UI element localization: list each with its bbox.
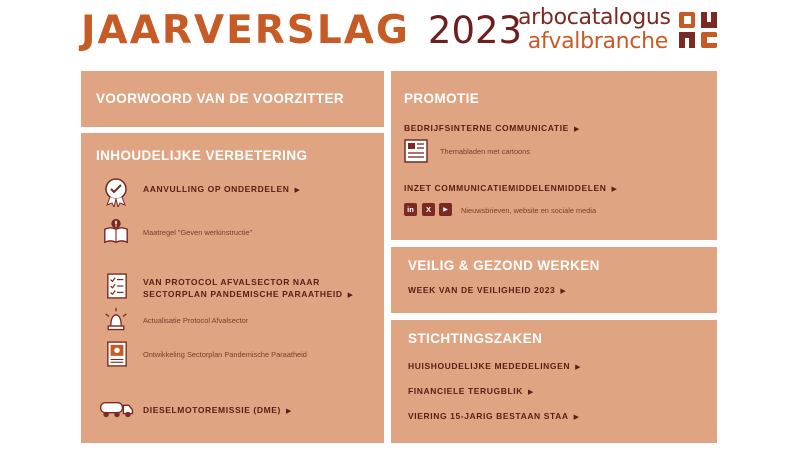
sub-actualisatie: Actualisatie Protocol Afvalsector	[143, 316, 249, 325]
chevron-right-icon: ▶	[347, 292, 354, 299]
title-main: JAARVERSLAG	[81, 8, 410, 53]
chevron-right-icon: ▶	[560, 288, 567, 295]
book-alert-icon	[101, 218, 131, 246]
title-year: 2023	[427, 9, 523, 52]
link-aanvulling[interactable]: AANVULLING OP ONDERDELEN ▶	[143, 184, 301, 194]
link-protocol-sectorplan[interactable]: VAN PROTOCOL AFVALSECTOR NAAR SECTORPLAN PANDEMISCHE PARAATHEID ▶	[143, 277, 354, 299]
panel-inhoudelijke-verbetering	[81, 133, 384, 443]
sub-nieuwsbrieven: Nieuwsbrieven, website en sociale media	[461, 206, 597, 215]
voorwoord-title[interactable]: VOORWOORD VAN DE VOORZITTER	[96, 91, 345, 106]
report-title	[81, 8, 522, 56]
x-twitter-icon[interactable]: X	[422, 203, 435, 216]
panel-stichtingszaken	[391, 320, 717, 443]
promotie-title: PROMOTIE	[404, 91, 480, 106]
inhoudelijk-title: INHOUDELIJKE VERBETERING	[96, 148, 308, 163]
linkedin-icon[interactable]: in	[404, 203, 417, 216]
tanker-truck-icon	[98, 399, 136, 419]
brand-logo-icon	[677, 10, 721, 50]
chevron-right-icon: ▶	[285, 408, 292, 415]
chevron-right-icon: ▶	[611, 186, 618, 193]
brand-line2: afvalbranche	[527, 29, 668, 54]
brand-name	[518, 5, 671, 54]
panel-promotie	[391, 71, 717, 240]
link-bedrijfsinterne-communicatie[interactable]: BEDRIJFSINTERNE COMMUNICATIE ▶	[404, 123, 580, 133]
chevron-right-icon: ▶	[294, 187, 301, 194]
award-badge-icon	[101, 177, 131, 207]
sub-maatregel: Maatregel "Geven werkinstructie"	[143, 228, 253, 237]
stichting-title: STICHTINGSZAKEN	[408, 331, 543, 346]
newsletter-icon	[403, 138, 429, 164]
youtube-icon[interactable]: ▶	[439, 203, 452, 216]
checklist-icon	[106, 272, 128, 300]
sub-ontwikkeling: Ontwikkeling Sectorplan Pandemische Paraatheid	[143, 350, 307, 359]
brand-line1: arbocatalogus	[518, 5, 671, 30]
alarm-bell-icon	[102, 307, 130, 333]
link-huishoudelijke-mededelingen[interactable]: HUISHOUDELIJKE MEDEDELINGEN ▶	[408, 361, 582, 371]
link-financiele-terugblik[interactable]: FINANCIELE TERUGBLIK ▶	[408, 386, 534, 396]
sub-themabladen: Themabladen met cartoons	[440, 147, 530, 156]
chevron-right-icon: ▶	[575, 364, 582, 371]
link-inzet-communicatiemiddelen[interactable]: INZET COMMUNICATIEMIDDELENMIDDELEN ▶	[404, 183, 618, 193]
panel-voorwoord[interactable]	[81, 71, 384, 127]
link-dieselmotoremissie[interactable]: DIESELMOTOREMISSIE (DME) ▶	[143, 405, 292, 415]
panel-veilig-gezond-werken	[391, 247, 717, 313]
chevron-right-icon: ▶	[573, 126, 580, 133]
link-viering-15-jarig-bestaan[interactable]: VIERING 15-JARIG BESTAAN STAA ▶	[408, 411, 580, 421]
document-virus-icon	[106, 340, 128, 368]
link-week-van-de-veiligheid[interactable]: WEEK VAN DE VEILIGHEID 2023 ▶	[408, 285, 567, 295]
chevron-right-icon: ▶	[573, 414, 580, 421]
chevron-right-icon: ▶	[527, 389, 534, 396]
veilig-title: VEILIG & GEZOND WERKEN	[408, 258, 600, 273]
